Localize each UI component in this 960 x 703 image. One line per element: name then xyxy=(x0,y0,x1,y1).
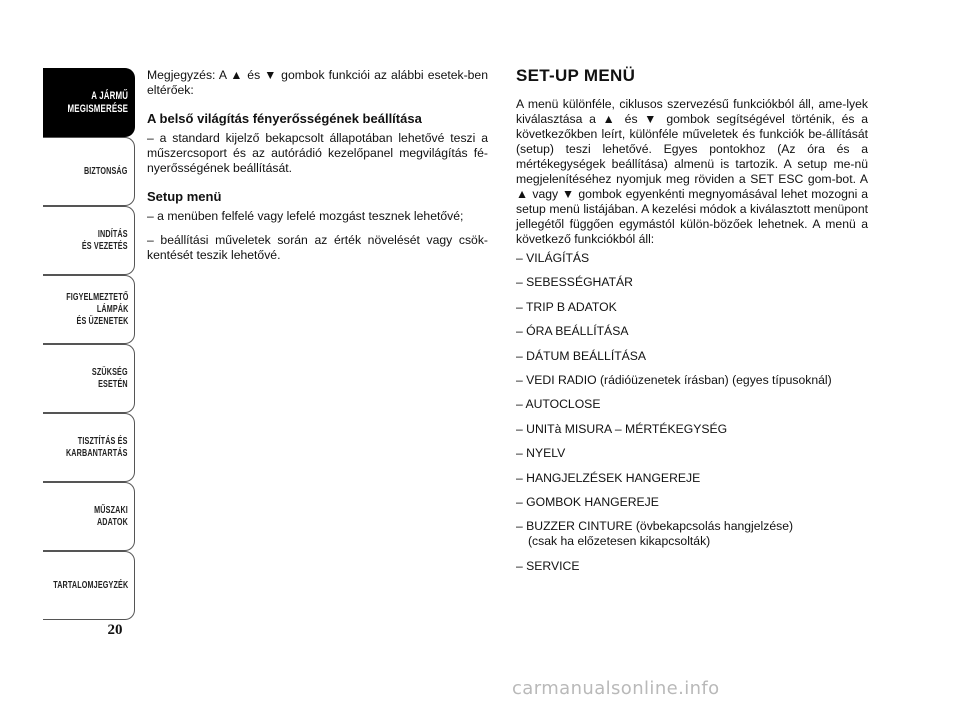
tab-label: MŰSZAKI ADATOK xyxy=(94,504,128,528)
list-item-subtext: (csak ha előzetesen kikapcsolták) xyxy=(528,534,711,549)
tab-inditas-es-vezetes[interactable] xyxy=(43,206,135,275)
tab-tisztitas-es-karbantartas[interactable] xyxy=(43,413,135,482)
menu-function-list xyxy=(516,251,868,574)
list-item: – SEBESSÉGHATÁR xyxy=(516,275,633,290)
note-paragraph: Megjegyzés: A ▲ és ▼ gombok funkciói az alábbi esetek-ben eltérőek: xyxy=(147,68,488,97)
intro-paragraph: A menü különféle, ciklusos szervezésű funkciókból áll, ame-lyek kiválasztása a ▲ és ▼ gombok segítségével történik, és a következőkben leírt, különféle műveletek és funkciók be-állítását (setup) teszi lehetővé. Egyes pontokhoz (Az óra és a mértékegységek beállítása) almenü is tartozik. A setup me-nü megjelenítéséhez nyomjuk meg röviden a SET ESC gom-bot. A ▲ vagy ▼ gombok egyenkénti megnyomásával lehet mozogni a setup menü listájában. A kezelési módok a kiválasztott menüpont jellegétől függően egymástól külön-bözőek lehetnek. A menü a következő funkciókból áll: xyxy=(516,97,868,246)
list-item: – AUTOCLOSE xyxy=(516,397,601,412)
list-item: – NYELV xyxy=(516,446,566,461)
body-paragraph: – a menüben felfelé vagy lefelé mozgást tesznek lehetővé; xyxy=(147,209,464,223)
section-title: SET-UP MENÜ xyxy=(516,66,636,85)
list-item: – DÁTUM BEÁLLÍTÁSA xyxy=(516,348,647,363)
tab-tartalomjegyzek[interactable] xyxy=(43,551,135,620)
tab-label: TISZTÍTÁS ÉS KARBANTARTÁS xyxy=(66,435,128,459)
list-item: – BUZZER CINTURE (övbekapcsolás hangjelzése) (csak ha előzetesen kikapcsolták) xyxy=(516,519,868,549)
watermark: carmanualsonline.info xyxy=(512,678,720,699)
tab-muszaki-adatok[interactable] xyxy=(43,482,135,551)
tab-label: A JÁRMŰ MEGISMERÉSE xyxy=(67,89,128,115)
list-item: – UNITà MISURA – MÉRTÉKEGYSÉG xyxy=(516,421,728,436)
tab-label: BIZTONSÁG xyxy=(84,165,128,177)
tab-biztonsag[interactable] xyxy=(43,137,135,206)
tab-label: INDÍTÁS ÉS VEZETÉS xyxy=(82,228,128,252)
tab-a-jarmu-megismerese[interactable] xyxy=(43,68,135,137)
list-item: – HANGJELZÉSEK HANGEREJE xyxy=(516,470,701,485)
list-item: – TRIP B ADATOK xyxy=(516,299,617,314)
left-column xyxy=(147,68,488,263)
tab-szukseg-eseten[interactable] xyxy=(43,344,135,413)
section-heading: A belső világítás fényerősségének beállítása xyxy=(147,111,422,126)
section-heading: Setup menü xyxy=(147,189,222,204)
list-item: – VILÁGÍTÁS xyxy=(516,251,590,265)
list-item: – SERVICE xyxy=(516,558,580,573)
right-column xyxy=(516,68,868,583)
body-paragraph: – beállítási műveletek során az érték növelését vagy csök-kentését teszik lehetővé. xyxy=(147,233,488,262)
tab-label: TARTALOMJEGYZÉK xyxy=(52,579,128,591)
tab-label: SZÜKSÉG ESETÉN xyxy=(92,366,128,390)
list-item: – ÓRA BEÁLLÍTÁSA xyxy=(516,324,629,339)
tab-figyelmezteto-lampak[interactable] xyxy=(43,275,135,344)
list-item: – GOMBOK HANGEREJE xyxy=(516,494,659,509)
tab-label: FIGYELMEZTETŐ LÁMPÁK ÉS ÜZENETEK xyxy=(65,291,128,327)
page-number: 20 xyxy=(107,622,123,638)
list-item: – VEDI RADIO (rádióüzenetek írásban) (egyes típusoknál) xyxy=(516,372,832,387)
body-paragraph: – a standard kijelző bekapcsolt állapotában lehetővé teszi a műszercsoport és az autórádió kezelőpanel megvilágítás fé-nyerősségének beállítását. xyxy=(147,131,488,175)
